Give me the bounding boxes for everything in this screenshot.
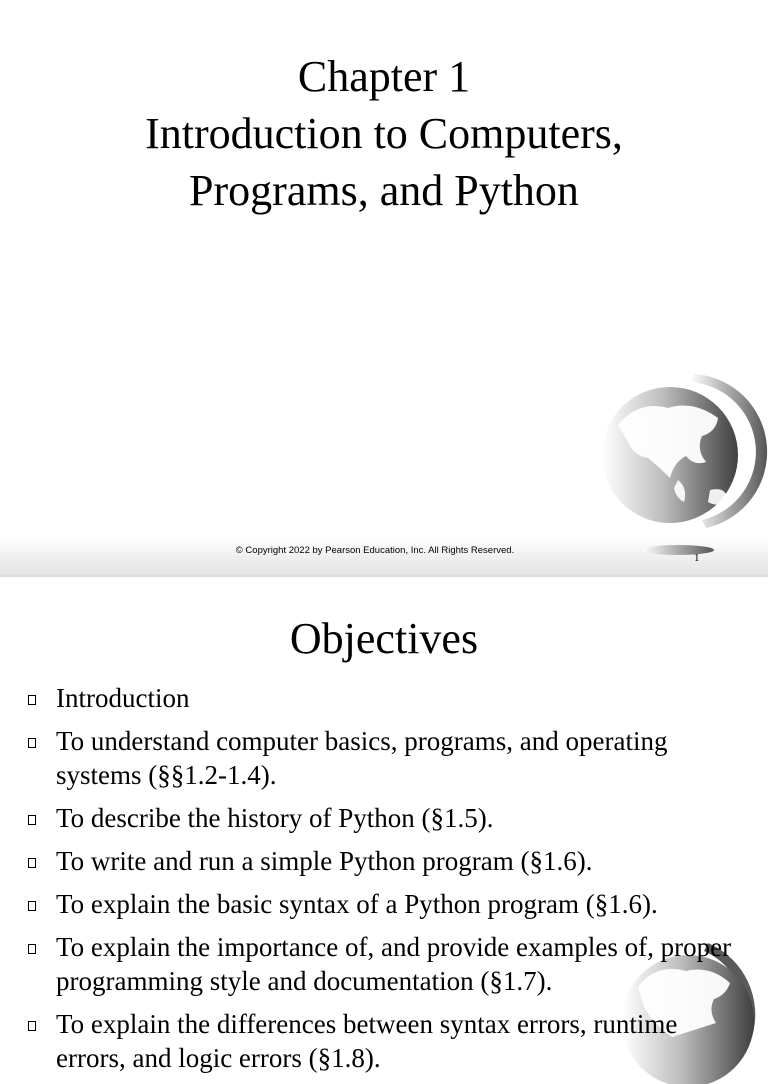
title-line-2: Introduction to Computers, [145,109,623,158]
objectives-list [28,681,748,1084]
page-number: 1 [694,552,700,564]
bullet-box-icon [28,738,36,748]
bullet-box-icon [28,815,36,825]
bullet-box-icon [28,901,36,911]
bullet-box-icon [28,944,36,954]
objectives-slide [0,577,768,1073]
title-line-3: Programs, and Python [189,166,579,215]
slide-title: Objectives [289,614,479,663]
list-item: Introduction [28,681,748,715]
list-item: To describe the history of Python (§1.5). [28,801,748,835]
bullet-box-icon [28,858,36,868]
bullet-box-icon [28,695,36,705]
copyright-text: © Copyright 2022 by Pearson Education, Inc. All Rights Reserved. [235,545,515,556]
list-item: To explain the differences between syntax errors, runtime errors, and logic errors (§1.8). [28,1007,748,1075]
list-item: To explain the importance of, and provide examples of, proper programming style and documentation (§1.7). [28,930,748,998]
list-item: To explain the basic syntax of a Python program (§1.6). [28,887,748,921]
list-item: To understand computer basics, programs, and operating systems (§§1.2-1.4). [28,724,748,792]
bullet-box-icon [28,1021,36,1031]
list-item: To write and run a simple Python program (§1.6). [28,844,748,878]
title-line-1: Chapter 1 [297,52,471,101]
slide-title [0,48,768,219]
